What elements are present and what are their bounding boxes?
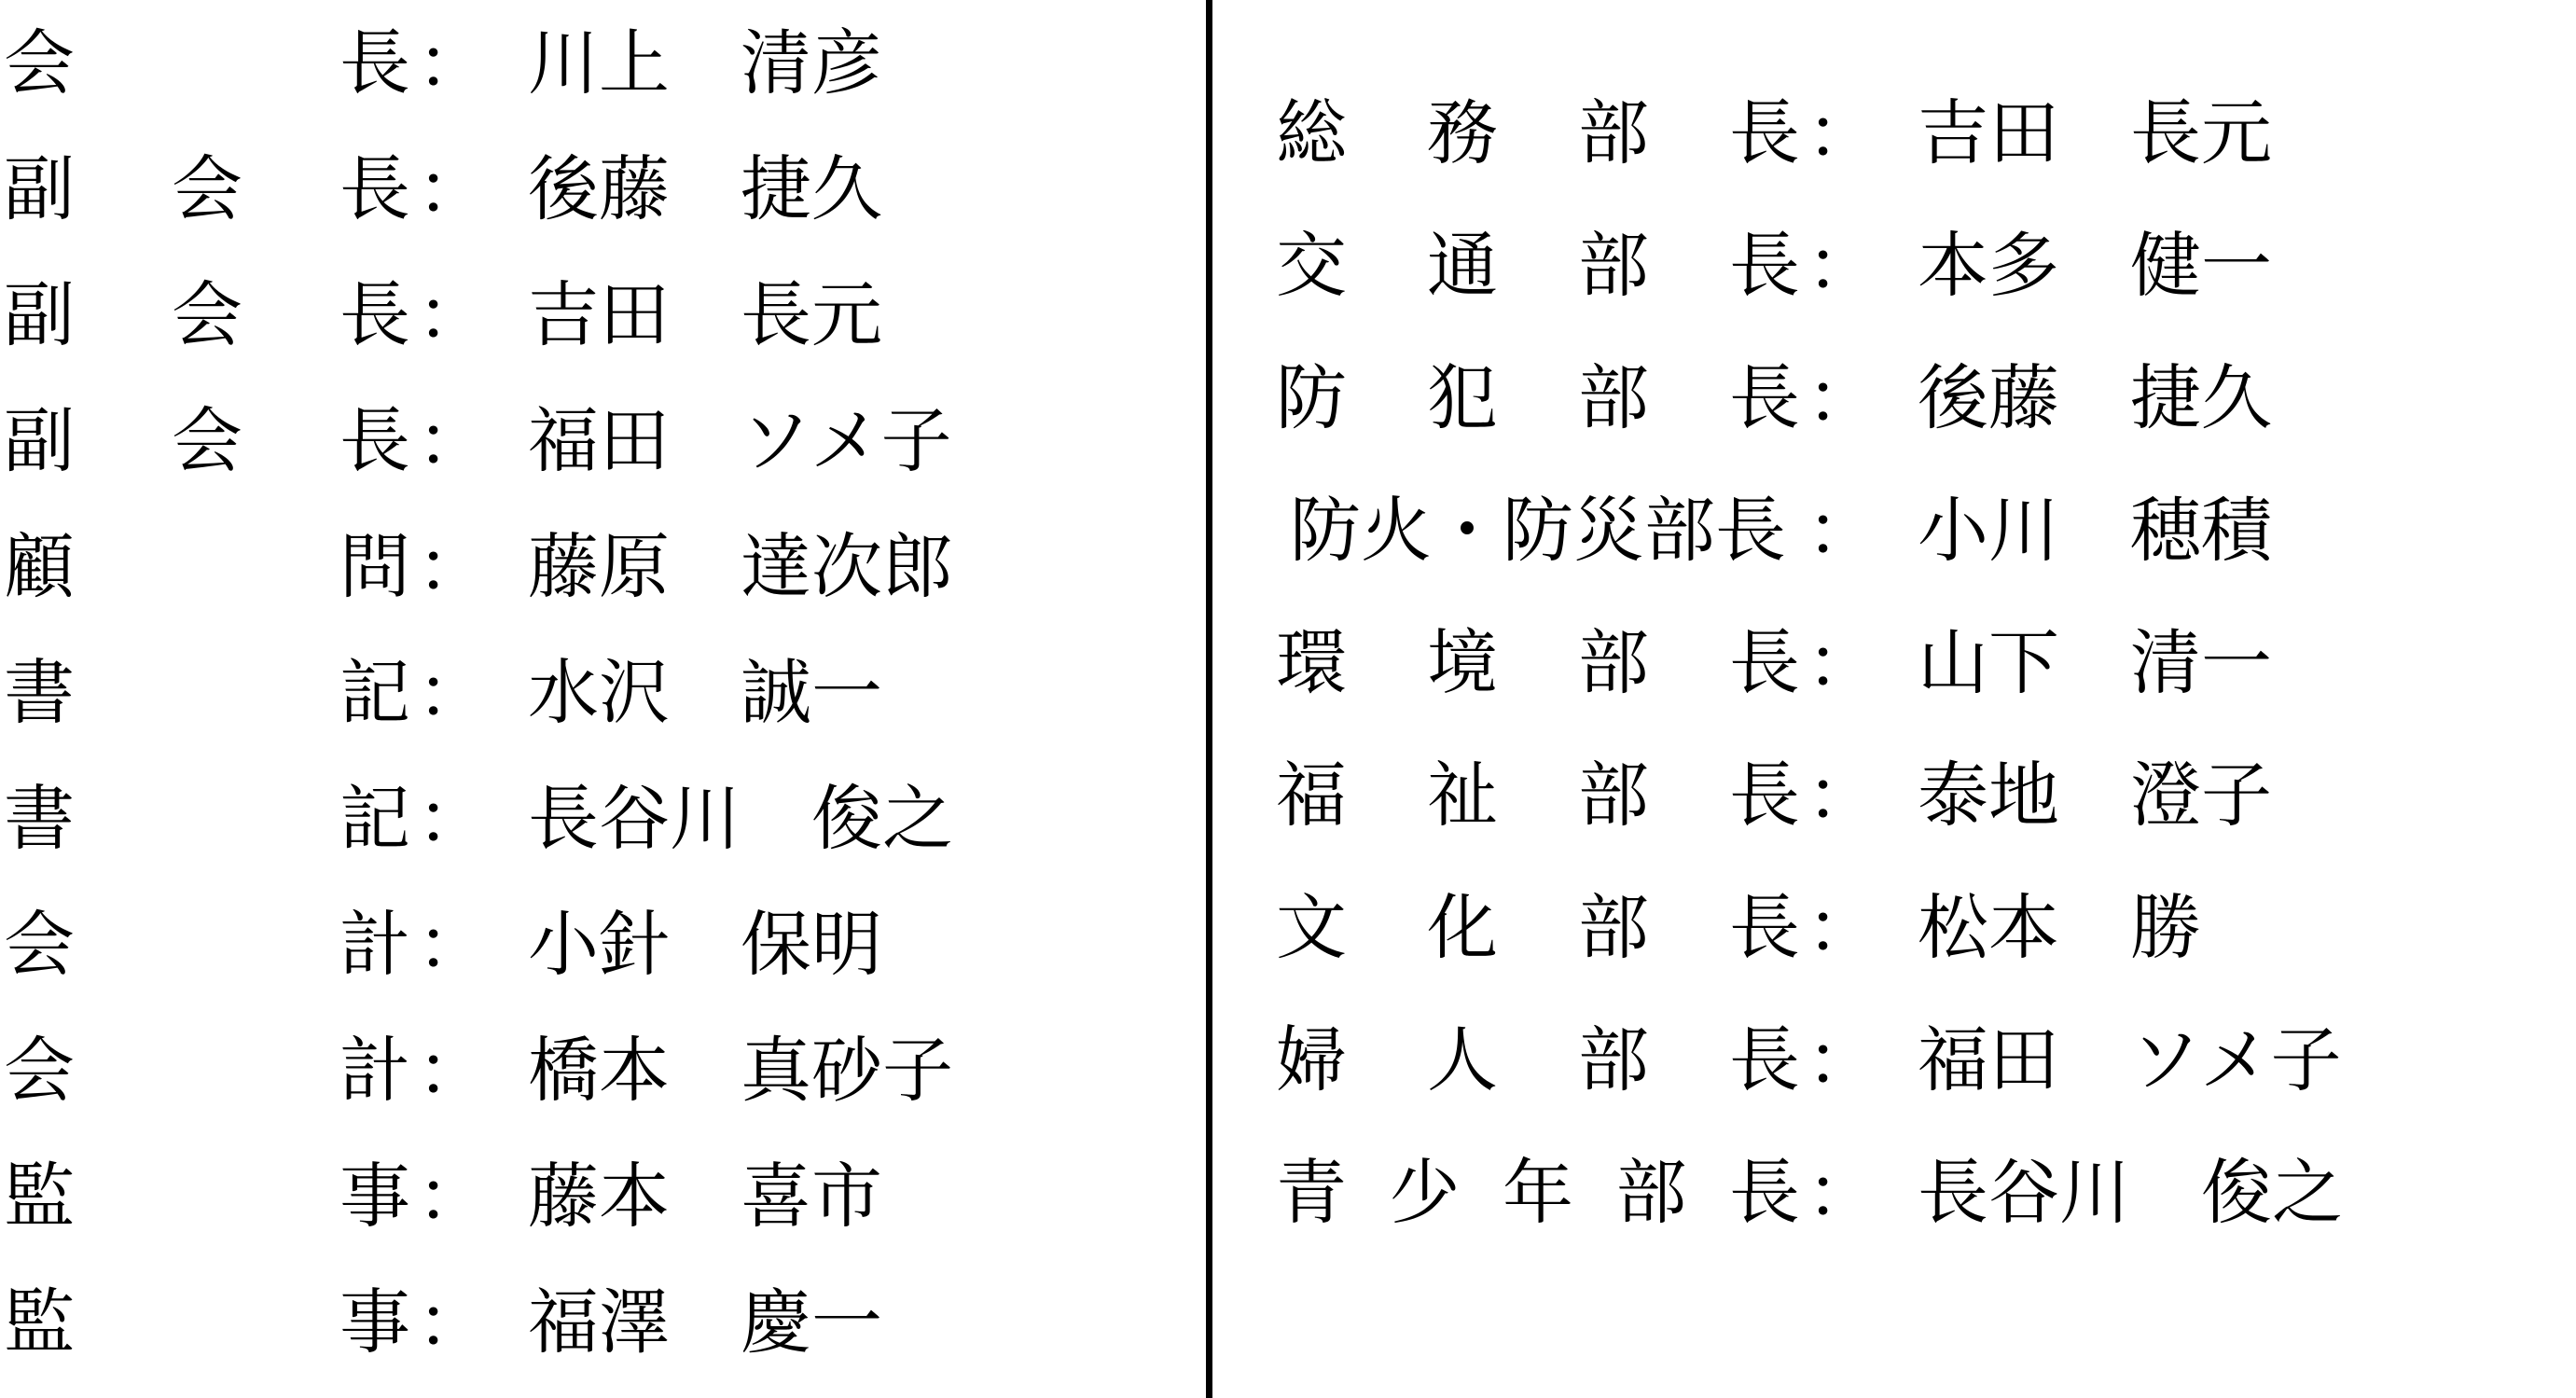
person-name: 長谷川 俊之 — [1918, 1151, 2343, 1234]
role-title: 会計 — [4, 903, 410, 986]
roster-row — [0, 1133, 1194, 1259]
role-title: 文化部長 — [1276, 886, 1800, 969]
person-name: 川上 清彦 — [528, 21, 882, 104]
person-name: 後藤 捷久 — [1918, 356, 2272, 439]
roster-row — [0, 378, 1194, 504]
column-top-spacer — [1240, 0, 2565, 67]
colon-separator: ： — [1807, 91, 1877, 174]
role-title: 副会長 — [4, 147, 410, 230]
colon-separator: ： — [417, 1280, 488, 1363]
person-name: 長谷川 俊之 — [528, 777, 953, 860]
roster-row — [0, 1259, 1194, 1385]
colon-separator: ： — [1807, 1018, 1877, 1101]
role-title: 環境部長 — [1276, 621, 1800, 704]
colon-separator: ： — [417, 651, 488, 734]
colon-separator: ： — [417, 147, 488, 230]
person-name: 福田 ソメ子 — [528, 399, 952, 482]
role-title: 交通部長 — [1276, 224, 1800, 307]
roster-row — [1240, 994, 2565, 1127]
roster-row — [1240, 597, 2565, 729]
person-name: 橋本 真砂子 — [528, 1029, 953, 1112]
colon-separator: ： — [1807, 224, 1877, 307]
colon-separator: ： — [1807, 1151, 1877, 1234]
person-name: 本多 健一 — [1918, 224, 2272, 307]
roster-row — [0, 630, 1194, 755]
colon-separator: ： — [1807, 489, 1877, 572]
colon-separator: ： — [417, 777, 488, 860]
role-title: 婦人部長 — [1276, 1018, 1800, 1101]
role-title: 副会長 — [4, 273, 410, 356]
role-title: 福祉部長 — [1276, 754, 1800, 837]
roster-row — [0, 504, 1194, 630]
person-name: 水沢 誠一 — [528, 651, 882, 734]
role-title: 会計 — [4, 1029, 410, 1112]
column-divider — [1206, 0, 1212, 1398]
person-name: 泰地 澄子 — [1918, 754, 2272, 837]
roster-row — [1240, 464, 2565, 597]
colon-separator: ： — [417, 1029, 488, 1112]
colon-separator: ： — [417, 399, 488, 482]
colon-separator: ： — [1807, 754, 1877, 837]
roster-row — [1240, 1127, 2565, 1259]
person-name: 吉田 長元 — [1918, 91, 2272, 174]
person-name: 後藤 捷久 — [528, 147, 882, 230]
colon-separator: ： — [417, 525, 488, 608]
role-title: 会長 — [4, 21, 410, 104]
person-name: 福澤 慶一 — [528, 1280, 882, 1363]
role-title: 防火・防災部長 — [1290, 489, 1786, 572]
department-heads-column — [1240, 0, 2565, 1259]
colon-separator: ： — [417, 273, 488, 356]
roster-row — [1240, 729, 2565, 862]
person-name: 吉田 長元 — [528, 273, 882, 356]
role-title: 書記 — [4, 777, 410, 860]
roster-row — [1240, 200, 2565, 332]
roster-row — [0, 881, 1194, 1007]
roster-row — [1240, 332, 2565, 464]
roster-row — [0, 755, 1194, 881]
role-title: 副会長 — [4, 399, 410, 482]
roster-row — [0, 0, 1194, 126]
role-title: 青少年部長 — [1276, 1151, 1800, 1234]
colon-separator: ： — [1807, 356, 1877, 439]
roster-row — [1240, 67, 2565, 200]
person-name: 松本 勝 — [1918, 886, 2201, 969]
colon-separator: ： — [1807, 886, 1877, 969]
person-name: 小針 保明 — [528, 903, 882, 986]
person-name: 小川 穂積 — [1918, 489, 2272, 572]
person-name: 藤原 達次郎 — [528, 525, 953, 608]
colon-separator: ： — [417, 903, 488, 986]
colon-separator: ： — [417, 1155, 488, 1238]
role-title: 監事 — [4, 1280, 410, 1363]
roster-row — [1240, 862, 2565, 994]
colon-separator: ： — [417, 21, 488, 104]
colon-separator: ： — [1807, 621, 1877, 704]
roster-row — [0, 252, 1194, 378]
officers-column — [0, 0, 1194, 1385]
person-name: 福田 ソメ子 — [1918, 1018, 2342, 1101]
role-title: 防犯部長 — [1276, 356, 1800, 439]
role-title: 書記 — [4, 651, 410, 734]
role-title: 監事 — [4, 1155, 410, 1238]
roster-row — [0, 1007, 1194, 1133]
person-name: 山下 清一 — [1918, 621, 2272, 704]
roster-row — [0, 126, 1194, 252]
role-title: 総務部長 — [1276, 91, 1800, 174]
role-title: 顧問 — [4, 525, 410, 608]
person-name: 藤本 喜市 — [528, 1155, 882, 1238]
